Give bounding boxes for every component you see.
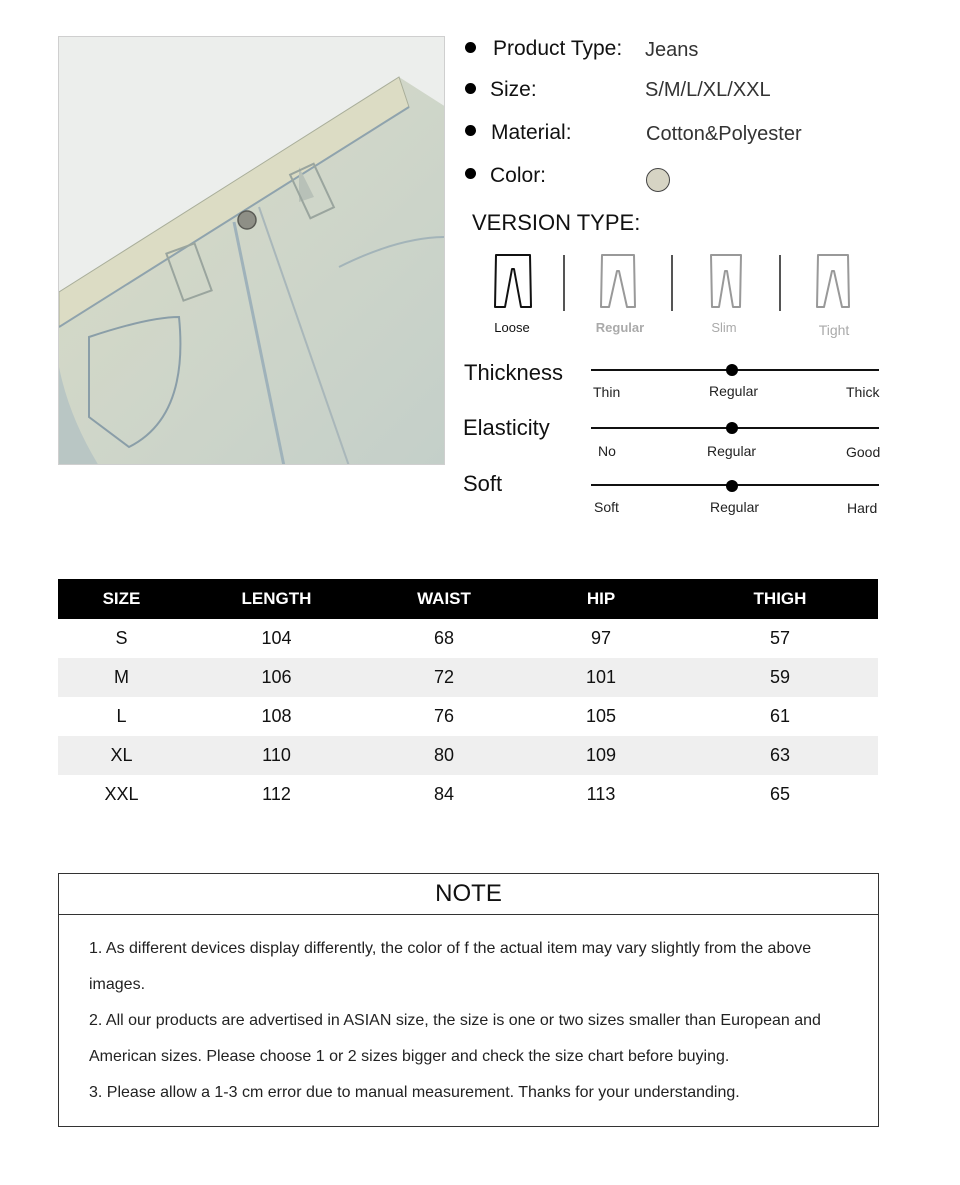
product-photo: [58, 36, 445, 465]
version-loose-label: Loose: [494, 320, 530, 335]
table-row: [58, 775, 878, 814]
material-value: Cotton&Polyester: [646, 123, 802, 145]
bullet-icon: [465, 168, 476, 179]
divider: [563, 255, 565, 311]
table-cell: 80: [368, 736, 520, 775]
table-cell: XL: [58, 736, 185, 775]
elasticity-right-label: Good: [846, 444, 881, 460]
table-cell: 68: [433, 628, 455, 648]
table-cell: 109: [520, 736, 682, 775]
header-thigh: THIGH: [682, 579, 878, 619]
table-cell: 72: [368, 658, 520, 697]
table-cell: 63: [682, 736, 878, 775]
bullet-icon: [465, 42, 476, 53]
table-cell: 104: [261, 628, 292, 648]
header-size: SIZE: [58, 579, 185, 619]
material-label: Material:: [491, 121, 572, 144]
note-box: [58, 873, 879, 1127]
soft-right-label: Hard: [847, 500, 878, 516]
soft-mid-label: Regular: [710, 499, 760, 515]
table-row: [58, 619, 878, 658]
table-cell: 59: [682, 658, 878, 697]
table-header-row: [58, 579, 878, 619]
elasticity-mid-label: Regular: [707, 443, 757, 459]
thickness-title: Thickness: [464, 360, 564, 385]
table-cell: 61: [769, 706, 791, 726]
elasticity-left-label: No: [598, 443, 616, 459]
table-cell: 108: [261, 706, 292, 726]
thickness-left-label: Thin: [593, 384, 621, 400]
version-tight-label: Tight: [818, 322, 850, 338]
table-cell: 105: [585, 706, 617, 726]
note-body: [59, 915, 878, 1111]
table-cell: 76: [433, 706, 455, 726]
note-title: NOTE: [59, 874, 878, 915]
elasticity-title: Elasticity: [463, 415, 550, 440]
bullet-icon: [465, 125, 476, 136]
thickness-mid-label: Regular: [709, 383, 759, 399]
table-cell: L: [116, 706, 127, 726]
table-cell: S: [115, 628, 128, 648]
soft-indicator: [726, 480, 738, 492]
divider: [779, 255, 781, 311]
table-cell: 112: [262, 784, 291, 804]
header-waist: WAIST: [368, 579, 520, 619]
table-cell: XXL: [104, 784, 139, 804]
table-cell: 65: [769, 784, 791, 804]
divider: [671, 255, 673, 311]
version-type-title: VERSION TYPE:: [472, 210, 641, 235]
slim-pants-icon: [706, 253, 746, 311]
note-line: 3. Please allow a 1-3 cm error due to manual measurement. Thanks for your understanding.: [89, 1084, 740, 1101]
bullet-icon: [465, 83, 476, 94]
size-value: S/M/L/XL/XXL: [645, 79, 771, 101]
table-row: [58, 736, 878, 775]
loose-pants-icon: [493, 253, 533, 311]
elasticity-indicator: [726, 422, 738, 434]
table-cell: 97: [590, 628, 612, 648]
version-regular-label: Regular: [595, 320, 645, 335]
table-cell: 106: [185, 658, 368, 697]
thickness-indicator: [726, 364, 738, 376]
header-length: LENGTH: [185, 579, 368, 619]
soft-left-label: Soft: [594, 499, 619, 515]
header-hip: HIP: [520, 579, 682, 619]
soft-title: Soft: [463, 471, 503, 496]
table-cell: M: [58, 658, 185, 697]
product-type-label: Product Type:: [493, 37, 623, 60]
version-slim-label: Slim: [711, 320, 737, 335]
product-type-value: Jeans: [645, 39, 699, 61]
table-row: [58, 658, 878, 697]
table-cell: 101: [520, 658, 682, 697]
tight-pants-icon: [813, 253, 853, 311]
size-chart-table: [58, 579, 878, 814]
jeans-image: [59, 37, 445, 465]
table-cell: 57: [769, 628, 791, 648]
size-label: Size:: [490, 78, 537, 101]
table-cell: 110: [185, 736, 368, 775]
table-cell: 113: [586, 784, 616, 804]
thickness-right-label: Thick: [846, 384, 880, 400]
color-swatch: [646, 168, 670, 192]
note-line: 2. All our products are advertised in ASIAN size, the size is one or two sizes smaller than European and American sizes. Please choose 1 or 2 sizes bigger and check the size chart before buying.: [89, 1012, 821, 1065]
table-row: [58, 697, 878, 736]
note-line: 1. As different devices display differently, the color of f the actual item may vary slightly from the above images.: [89, 940, 812, 993]
table-cell: 84: [433, 784, 455, 804]
color-label: Color:: [490, 164, 547, 187]
regular-pants-icon: [598, 253, 638, 311]
